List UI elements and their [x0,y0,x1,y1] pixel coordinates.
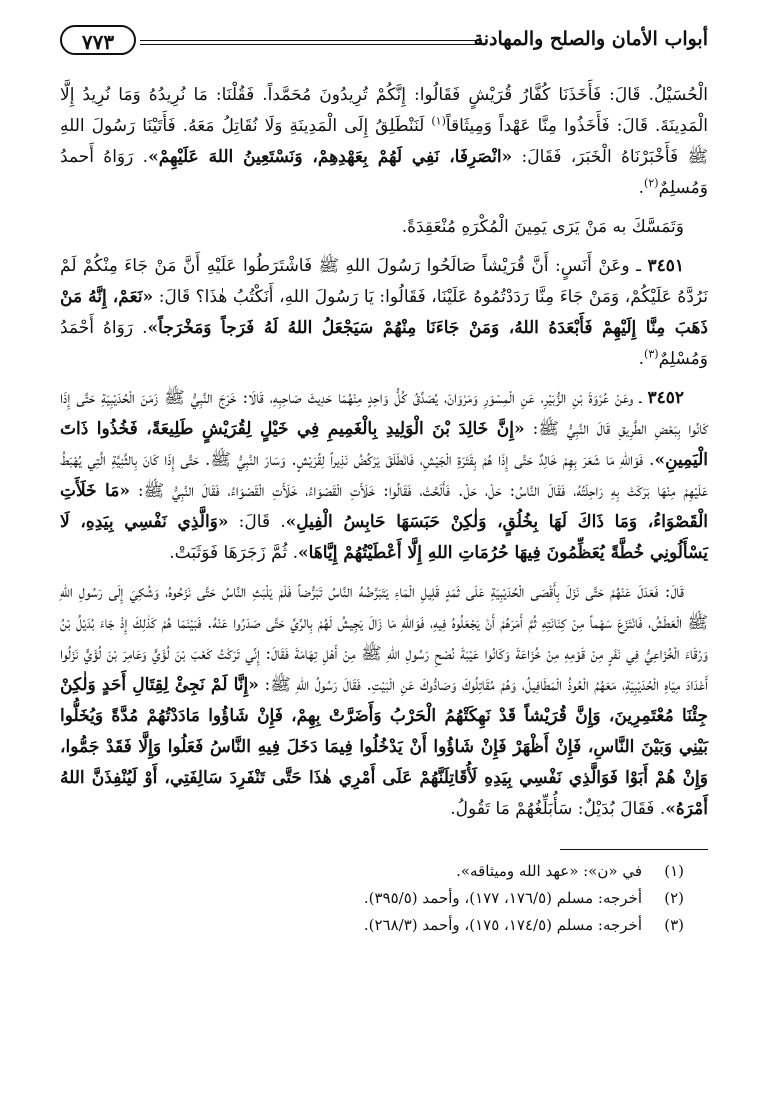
footnote-ref: (٢) [644,176,659,190]
prophetic-saying: «نَعَمْ، إِنَّهُ مَنْ ذَهَبَ مِنَّا إِلَيْهِمْ فَأَبْعَدَهُ اللهُ، وَمَنْ جَاءَنَا مِنْهُمْ سَيَجْعَلُ اللهُ لَهُ فَرَجاً وَمَخْرَجاً» [60,287,709,338]
hadith-3452 [60,383,708,569]
hadith-3451 [60,251,708,375]
text-segment: وَتَمَسَّكَ به مَنْ يَرَى يَمِينَ الْمُكْرَهِ مُنْعَقِدَةً. [401,217,684,237]
text-segment: لَنَنْطَلِقُ إِلَى الْمَدِينَةِ وَلَا نُقَاتِلُ مَعَهُ. فَأَتَيْنَا رَسُولَ اللهِ ﷺ فَأَخْبَرْنَاهُ الْخَبَرَ، فَقَالَ: [60,116,708,167]
text-segment: . [638,178,645,198]
footnote-number: (١) [664,862,684,880]
footnote-3 [60,912,708,939]
text-segment: . فَوَاللهِ مَا شَعَرَ بِهِمْ خَالِدٌ حَتَّى إِذَا هُمْ بِقَتَرَةِ الْجَيْشِ، فَانْطَلَقَ يَرْكُضُ نَذِيراً لِقُرَيْشٍ. وَسَارَ النَّبِيُّ ﷺ. حَتَّى إِذَا كَانَ بِالثَّنِيَّةِ الَّتِي يُهْبَطُ عَلَيْهِمْ مِنْهَا بَرَكَتْ بِهِ رَاحِلَتُهُ، فَقَالَ النَّاسُ: حَلْ، حَلْ. فَأَلَحَّتْ، فَقَالُوا: خَلَأَتِ الْقَصْوَاءُ، خَلَأَتِ الْقَصْوَاءُ، فَقَالَ النَّبِيُّ ﷺ: [60,450,708,501]
page-number: ٧٧٣ [60,25,136,55]
paragraph-2 [60,212,708,243]
text-segment: قَالَ: فَعَدَلَ عَنْهُمْ حَتَّى نَزَلَ بِأَقْصَى الْحُدَيْبِيَةِ عَلَى ثَمَدٍ قَلِيلِ الْمَاءِ يَتَبَرَّضُهُ النَّاسُ تَبَرُّضاً فَلَمْ يَلْبَثِ النَّاسُ حَتَّى نَزَحُوهُ، وَشُكِيَ إِلَى رَسُولِ اللهِ ﷺ الْعَطَشُ، فَانْتَزَعَ سَهْماً مِنْ كِنَانَتِهِ ثُمَّ أَمَرَهُمْ أَنْ يَجْعَلُوهُ فِيهِ، فَوَاللهِ مَا زَالَ يَجِيشُ لَهُمْ بِالرِّيِّ حَتَّى صَدَرُوا عَنْهُ. فَبَيْنَمَا هُمْ كَذٰلِكَ إِذْ جَاءَ بُدَيْلُ بْنُ وَرْقَاءَ الْخُزَاعِيُّ فِي نَفَرٍ مِنْ قَوْمِهِ مِنْ خُزَاعَةَ وَكَانُوا عَيْبَةَ نُصْحِ رَسُولِ اللهِ ﷺ مِنْ أَهْلِ تِهَامَةَ فَقَالَ: إِنِّي تَرَكْتُ كَعْبَ بْنَ لُؤَيٍّ وَعَامِرَ بْنَ لُؤَيٍّ نَزَلُوا أَعْدَادَ مِيَاهِ الْحُدَيْبِيَةِ، مَعَهُمُ الْعُوذُ الْمَطَافِيلُ، وَهُمْ مُقَاتِلُوكَ وَصَادُّوكَ عَنِ الْبَيْتِ. فَقَالَ رَسُولُ اللهِ ﷺ: [60,582,708,695]
hadith-number: ٣٤٥١ [647,256,684,276]
page-header [60,22,708,62]
text-segment: ـ وعَنْ أَنَسٍ: أَنَّ قُرَيْشاً صَالَحُوا رَسُولَ اللهِ ﷺ فَاشْتَرَطُوا عَلَيْهِ أَنَّ مَنْ جَاءَ مِنْكُمْ لَمْ نَرُدَّهُ عَلَيْكُمْ، وَمَنْ جَاءَ مِنَّا رَدَدْتُمُوهُ عَلَيْنَا، فَقَالُوا: يَا رَسُولَ اللهِ، أَنَكْتُبُ هٰذَا؟ قَالَ: [60,256,708,307]
text-segment: . قَالَ: [228,512,286,532]
footnote-1 [60,858,708,885]
footnotes [60,858,708,939]
prophetic-saying: «وَالَّذِي نَفْسِي بِيَدِهِ، لَا يَسْأَلُونِي خُطَّةً يُعَظِّمُونَ فِيهَا حُرُمَاتِ اللهِ إِلَّا أَعْطَيْتُهُمْ إِيَّاهَا» [60,512,708,563]
prophetic-saying: «إِنَّ خَالِدَ بْنَ الْوَلِيدِ بِالْغَمِيمِ فِي خَيْلٍ لِقُرَيْشٍ طَلِيعَةً، فَخُذُوا ذَاتَ الْيَمِينِ» [60,419,708,470]
footnote-text: أخرجه: مسلم (١٧٤/٥، ١٧٥)، وأحمد (٢٦٨/٣). [363,916,642,934]
footnote-number: (٣) [664,916,684,934]
footnote-text: أخرجه: مسلم (١٧٦/٥، ١٧٧)، وأحمد (٣٩٥/٥). [363,889,642,907]
footnote-ref: (١) [431,114,446,128]
main-text [60,80,708,825]
prophetic-saying: «مَا خَلَأَتِ الْقَصْوَاءُ، وَمَا ذَاكَ لَهَا بِخُلُقٍ، وَلٰكِنْ حَبَسَهَا حَابِسُ الْفِيلِ» [60,481,708,532]
footnote-2 [60,885,708,912]
text-segment: ـ وعَنْ عُرْوَةَ بْنِ الزُّبَيْرِ، عَنِ الْمِسْوَرِ وَمَرْوَانَ، يُصَدِّقُ كُلُّ وَاحِدٍ مِنْهُمَا حَدِيثَ صَاحِبِهِ، قَالَا: خَرَجَ النَّبِيُّ ﷺ زَمَنَ الْحُدَيْبِيَةِ حَتَّى إِذَا كَانُوا بِبَعْضِ الطَّرِيقِ قَالَ النَّبِيُّ ﷺ: [60,388,708,439]
running-title: أبواب الأمان والصلح والمهادنة [473,28,708,50]
text-segment: . رَوَاهُ أَحْمَدُ وَمُسْلِمٌ [60,318,708,369]
header-rule [140,40,482,45]
page [60,22,708,939]
paragraph-5 [60,577,708,825]
footnote-text: في «ن»: «عهد الله وميثاقه». [456,862,642,880]
prophetic-saying: «إِنَّا لَمْ نَجِئْ لِقِتَالِ أَحَدٍ وَلٰكِنْ جِئْنَا مُعْتَمِرِينَ، وَإِنَّ قُرَيْشاً قَدْ نَهِكَتْهُمُ الْحَرْبُ وَأَضَرَّتْ بِهِمْ، فَإِنْ شَاؤُوا مَادَدْتُهُمْ مُدَّةً وَيُخَلُّوا بَيْنِي وَبَيْنَ النَّاسِ، فَإِنْ أَظْهَرْ فَإِنْ شَاؤُوا أَنْ يَدْخُلُوا فِيمَا دَخَلَ فِيهِ النَّاسُ فَعَلُوا وَإِلَّا فَقَدْ جَمُّوا، وَإِنْ هُمْ أَبَوْا فَوَالَّذِي نَفْسِي بِيَدِهِ لَأُقَاتِلَنَّهُمْ عَلَى أَمْرِي هٰذَا حَتَّى تَنْفَرِدَ سَالِفَتِي، أَوْ لَيُنْفِذَنَّ اللهُ أَمْرَهُ» [60,675,708,819]
text-segment: . [638,349,645,369]
prophetic-saying: «انْصَرِفَا، نَفِي لَهُمْ بِعَهْدِهِمْ، وَنَسْتَعِينُ اللهَ عَلَيْهِمْ» [148,147,513,167]
text-segment: . رَوَاهُ أَحمدُ وَمُسلِمٌ [60,147,708,198]
text-segment: الْحُسَيْلُ. قَالَ: فَأَخَذَنَا كُفَّارُ قُرَيْشٍ فَقَالُوا: إِنَّكُمْ تُرِيدُونَ مُحَمَّداً. فَقُلْنَا: مَا نُرِيدُهُ وَمَا نُرِيدُ إِلَّا الْمَدِينَةَ. قَالَ: فَأَخَذُوا مِنَّا عَهْداً وَمِيثَاقاً [60,85,708,136]
footnote-separator [560,849,708,850]
footnote-ref: (٣) [644,347,659,361]
text-segment: . ثُمَّ زَجَرَهَا فَوَثَبَتْ. [169,543,299,563]
footnote-number: (٢) [664,889,684,907]
hadith-number: ٣٤٥٢ [647,388,684,408]
text-segment: . فَقَالَ بُدَيْلٌ: سَأُبَلِّغُهُمْ مَا تَقُولُ. [450,799,666,819]
paragraph-1 [60,80,708,204]
